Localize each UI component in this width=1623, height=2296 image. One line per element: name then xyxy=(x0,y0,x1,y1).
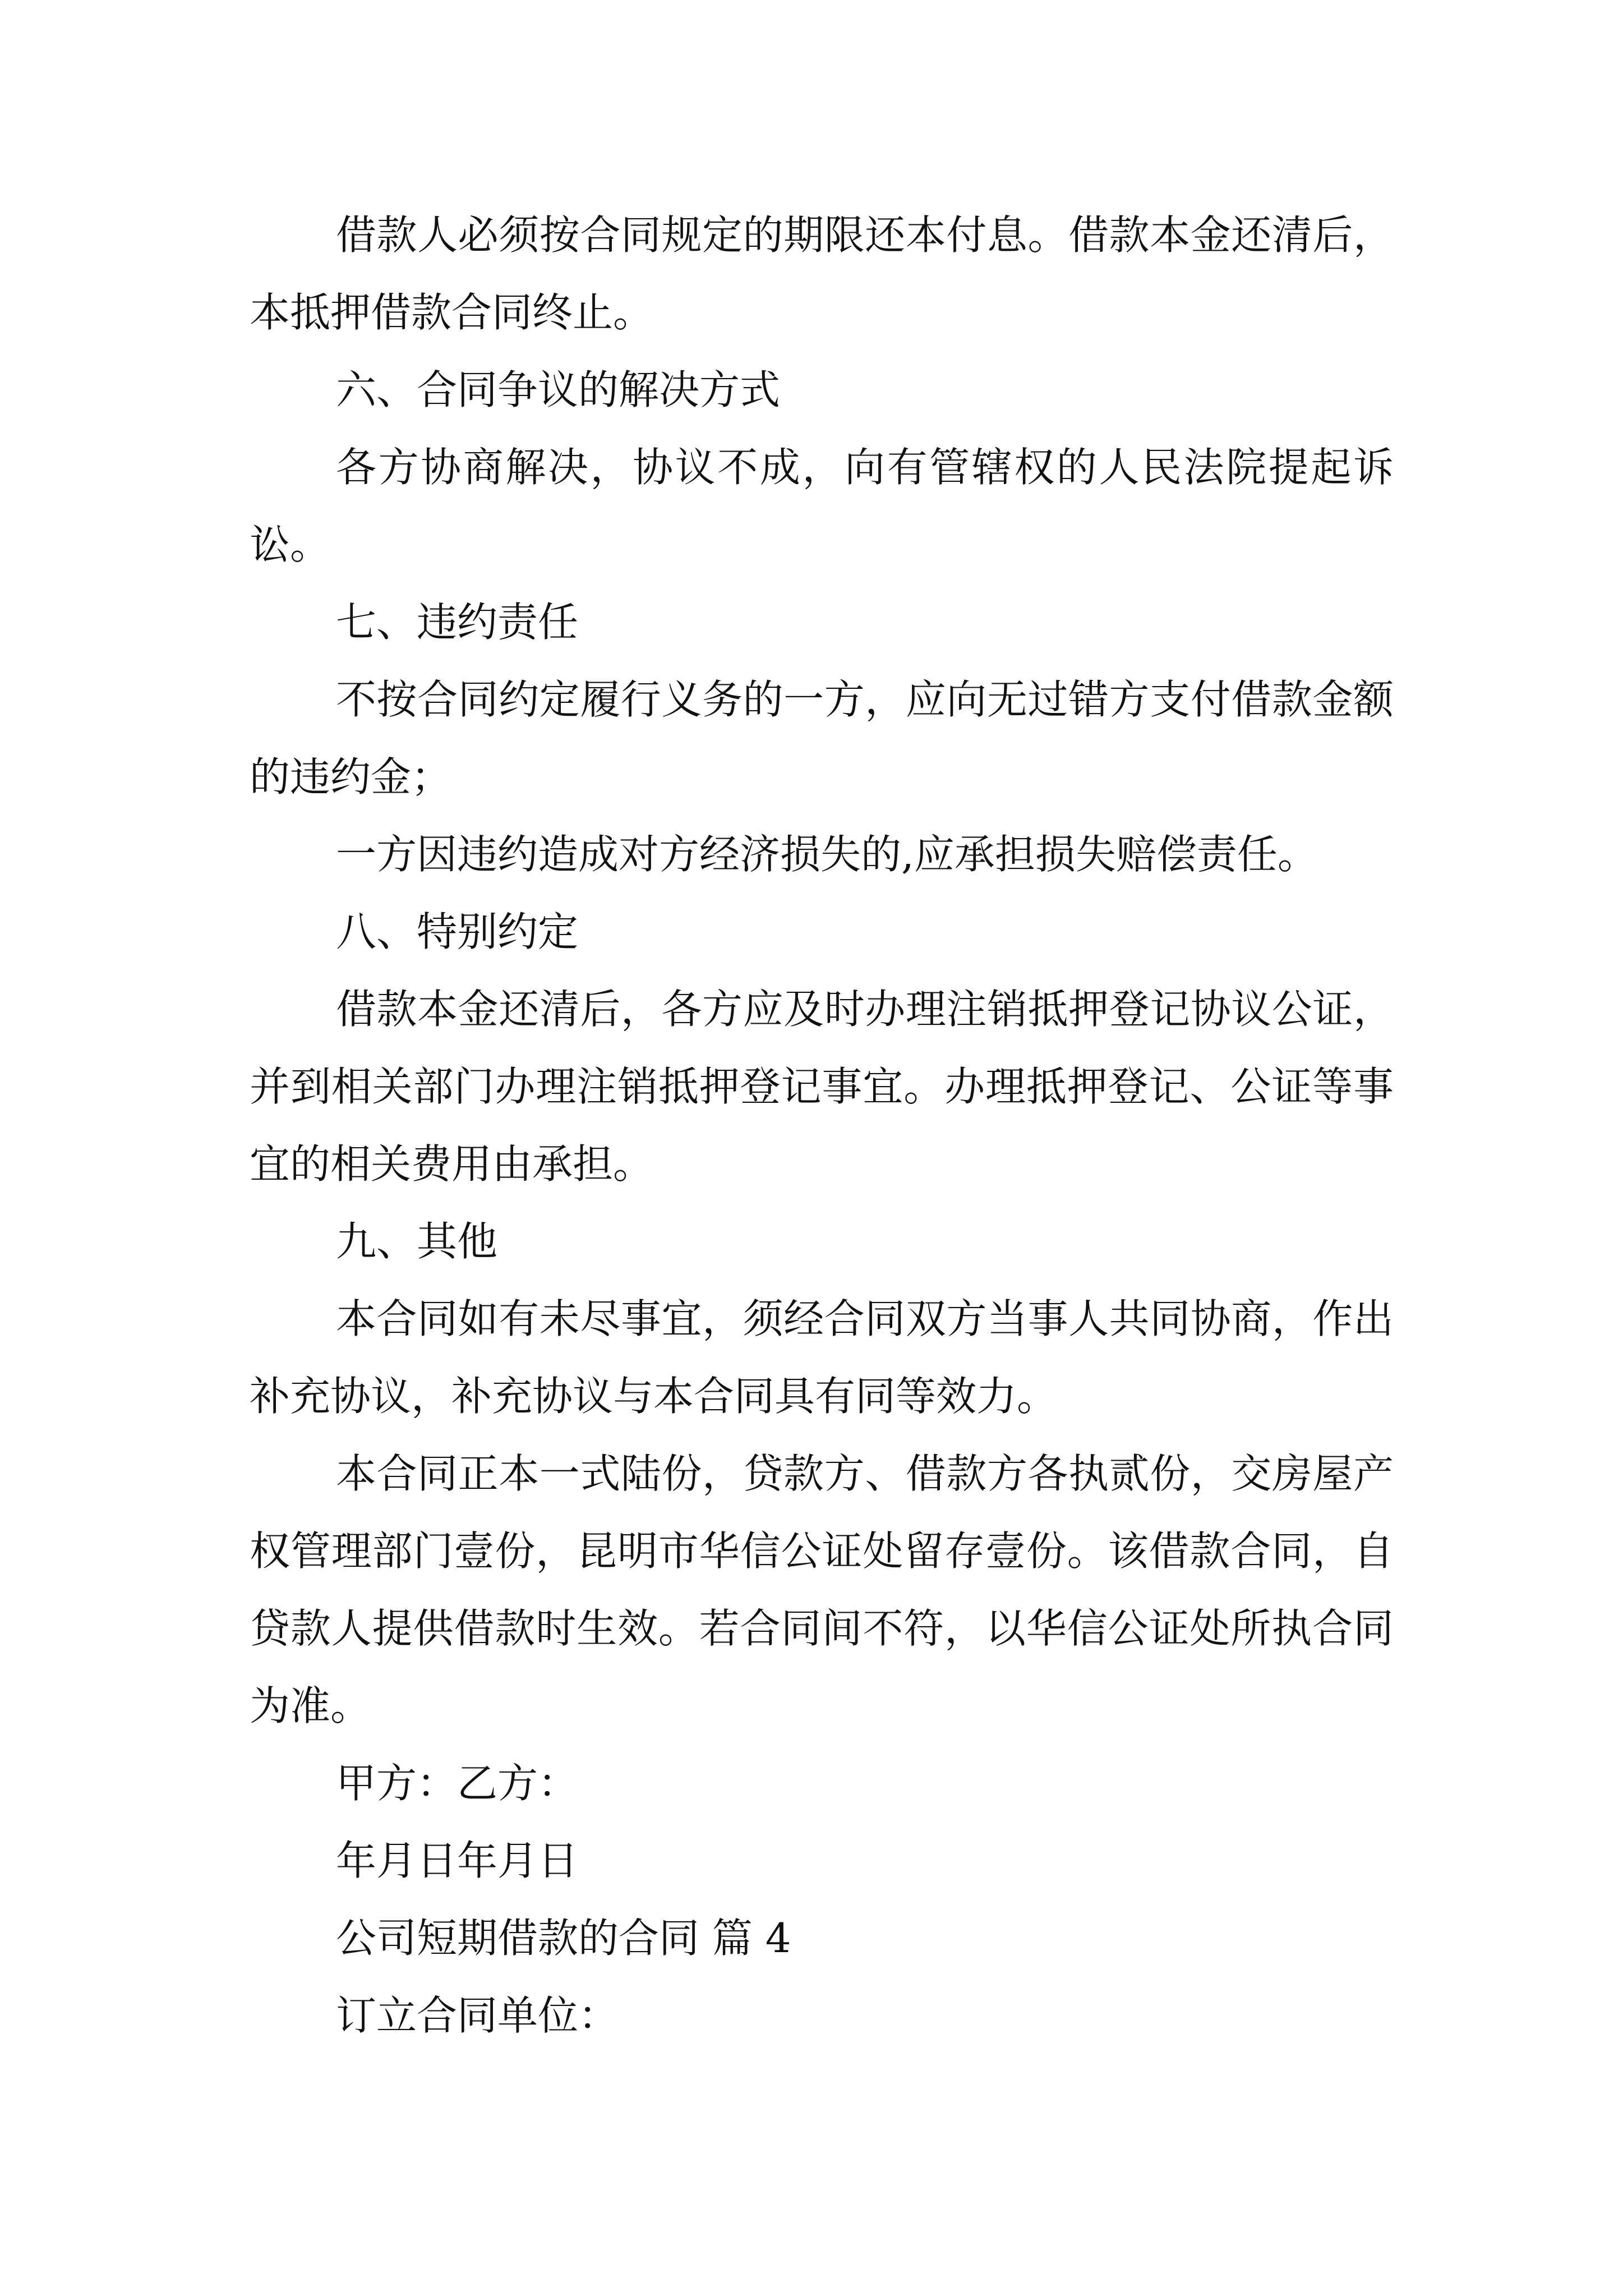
paragraph-dispute-resolution: 各方协商解决，协议不成，向有管辖权的人民法院提起诉讼。 xyxy=(250,444,1394,568)
section-heading-liability: 七、违约责任 xyxy=(336,599,579,646)
section-heading-dispute-resolution: 六、合同争议的解决方式 xyxy=(336,366,781,413)
section-heading-special-terms: 八、特别约定 xyxy=(336,908,579,955)
paragraph-liability-compensation: 一方因违约造成对方经济损失的,应承担损失赔偿责任。 xyxy=(336,831,1318,878)
signature-parties: 甲方：乙方： xyxy=(336,1760,579,1807)
paragraph-supplementary-agreement: 本合同如有未尽事宜，须经合同双方当事人共同协商，作出补充协议，补充协议与本合同具有同等效力。 xyxy=(250,1295,1394,1420)
paragraph-copies-and-effect: 本合同正本一式陆份，贷款方、借款方各执贰份，交房屋产权管理部门壹份，昆明市华信公证处留存壹份。该借款合同，自贷款人提供借款时生效。若合同间不符，以华信公证处所执合同为准。 xyxy=(250,1450,1394,1729)
document-page xyxy=(250,196,1394,2054)
paragraph-repayment-terms: 借款人必须按合同规定的期限还本付息。借款本金还清后，本抵押借款合同终止。 xyxy=(250,211,1394,336)
signature-dates: 年月日年月日 xyxy=(336,1837,579,1884)
contracting-units-label: 订立合同单位： xyxy=(336,1992,619,2039)
paragraph-liability-penalty: 不按合同约定履行义务的一方，应向无过错方支付借款金额的违约金； xyxy=(250,676,1394,800)
section-heading-other: 九、其他 xyxy=(336,1218,498,1265)
paragraph-special-terms: 借款本金还清后，各方应及时办理注销抵押登记协议公证，并到相关部门办理注销抵押登记事宜。办理抵押登记、公证等事宜的相关费用由承担。 xyxy=(250,986,1394,1188)
section-title-article-4: 公司短期借款的合同 篇 4 xyxy=(336,1915,791,1962)
